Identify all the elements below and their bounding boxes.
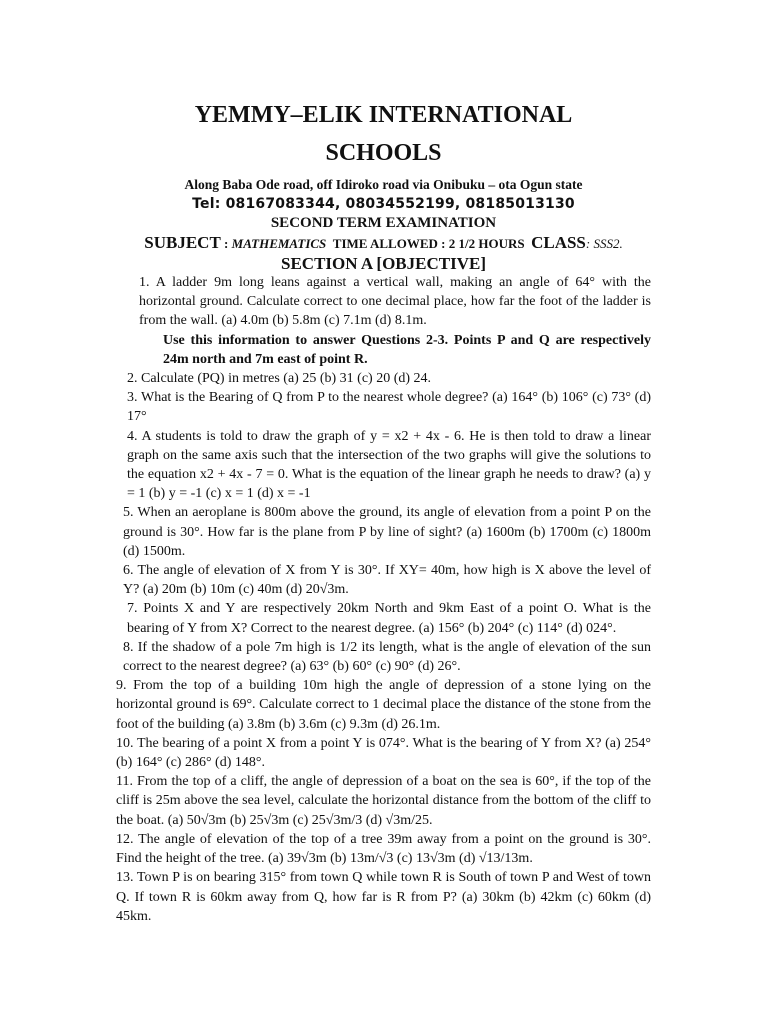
exam-page xyxy=(116,96,651,926)
school-name-line2: SCHOOLS xyxy=(325,140,442,166)
question-10: 10. The bearing of a point X from a point Y is 074°. What is the bearing of Y from X? (a) 254° (b) 164° (c) 286° (d) 148°. xyxy=(116,735,651,771)
question-9: 9. From the top of a building 10m high the angle of depression of a stone lying on the horizontal ground is 69°. Calculate correct to 1 decimal place the distance of the stone from the foot of the building (a) 3.8m (b) 3.6m (c) 9.3m (d) 26.1m. xyxy=(116,678,651,732)
question-6: 6. The angle of elevation of X from Y is 30°. If XY= 40m, how high is X above the level of Y? (a) 20m (b) 10m (c) 40m (d) 20√3m. xyxy=(123,563,651,598)
class-value: : SSS2. xyxy=(585,236,623,251)
time-allowed: TIME ALLOWED : 2 1/2 HOURS xyxy=(332,236,525,251)
instruction-note: Use this information to answer Questions 2-3. Points P and Q are respectively 24m north and 7m east of point R. xyxy=(163,332,651,367)
question-11: 11. From the top of a cliff, the angle of depression of a boat on the sea is 60°, if the top of the cliff is 25m above the sea level, calculate the horizontal distance from the bottom of the cliff to the boat. (a) 50√3m (b) 25√3m (c) 25√3m/3 (d) √3m/25. xyxy=(116,774,651,828)
school-name xyxy=(116,96,651,172)
question-12: 12. The angle of elevation of the top of a tree 39m away from a point on the ground is 30°. Find the height of the tree. (a) 39√3m (b) 13m/√3 (c) 13√3m (d) √13/13m. xyxy=(116,831,651,867)
subject-label: SUBJECT xyxy=(144,233,221,252)
question-1: 1. A ladder 9m long leans against a vertical wall, making an angle of 64° with the horizontal ground. Calculate correct to one decimal place, how far the foot of the ladder is from the wall. (a) 4.0m (b) 5.8m (c) 7.1m (d) 8.1m. xyxy=(139,275,651,329)
class-label: CLASS xyxy=(531,233,586,252)
question-4: 4. A students is told to draw the graph of y = x2 + 4x - 6. He is then told to draw a linear graph on the same axis such that the intersection of the two graphs will give the solutions to the equation x2 + 4x - 7 = 0. What is the equation of the linear graph he needs to draw? (a) y = 1 (b) y = -1 (c) x = 1 (d) x = -1 xyxy=(127,428,651,502)
question-7: 7. Points X and Y are respectively 20km North and 9km East of a point O. What is the bearing of Y from X? Correct to the nearest degree. (a) 156° (b) 204° (c) 114° (d) 024°. xyxy=(127,601,651,636)
section-heading: SECTION A [OBJECTIVE] xyxy=(281,254,486,273)
question-8: 8. If the shadow of a pole 7m high is 1/2 its length, what is the angle of elevation of the sun correct to the nearest degree? (a) 63° (b) 60° (c) 90° (d) 26°. xyxy=(123,639,651,675)
exam-title: SECOND TERM EXAMINATION xyxy=(270,215,497,231)
subject-separator: : xyxy=(220,236,232,251)
question-3: 3. What is the Bearing of Q from P to the nearest whole degree? (a) 164° (b) 106° (c) 73° (d) 17° xyxy=(127,390,651,425)
question-2: 2. Calculate (PQ) in metres (a) 25 (b) 31 (c) 20 (d) 24. xyxy=(127,371,432,387)
subject-line xyxy=(116,233,651,254)
subject-value: MATHEMATICS xyxy=(231,236,327,251)
question-13: 13. Town P is on bearing 315° from town Q while town R is South of town P and West of town Q. If town R is 60km away from Q, how far is R from P? (a) 30km (b) 42km (c) 60km (d) 45km. xyxy=(116,870,651,924)
school-name-line1: YEMMY–ELIK INTERNATIONAL xyxy=(194,102,573,128)
school-address: Along Baba Ode road, off Idiroko road via Onibuku – ota Ogun state xyxy=(184,177,583,192)
question-5: 5. When an aeroplane is 800m above the ground, its angle of elevation from a point P on the ground is 30°. How far is the plane from P by line of sight? (a) 1600m (b) 1700m (c) 1800m (d) 1500m. xyxy=(123,505,651,559)
school-telephone: Tel: 08167083344, 08034552199, 08185013130 xyxy=(192,196,575,212)
